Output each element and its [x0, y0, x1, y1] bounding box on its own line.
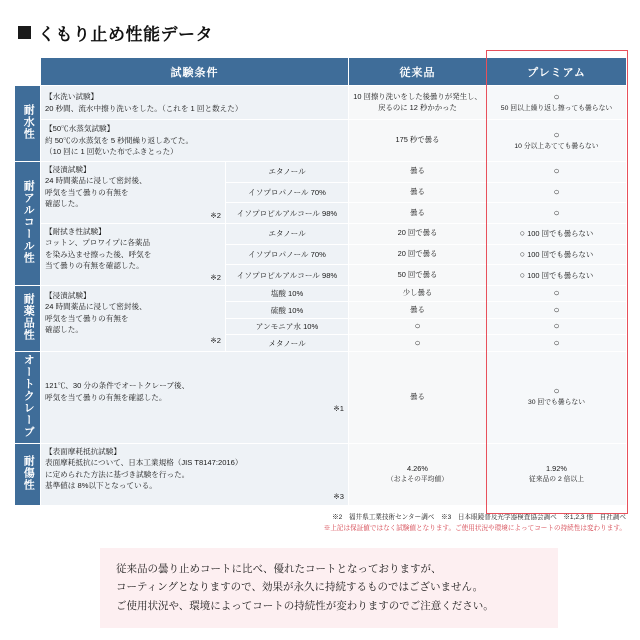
table-row	[15, 285, 627, 302]
substance-label: エタノール	[226, 162, 349, 183]
footnote-sources: ※2 福井県工業技術センター調べ ※3 日本眼鏡普及光学器検査協会調べ ※1,2,3 他 自社調べ	[332, 513, 626, 521]
row-category-scratch: 耐傷性	[15, 443, 41, 505]
premium-value: ○	[487, 318, 627, 335]
row-category-water: 耐水性	[15, 86, 41, 162]
premium-value: ○ 50 回以上繰り返し擦っても曇らない	[487, 86, 627, 120]
header-conditions: 試験条件	[41, 58, 349, 86]
row-category-chemical: 耐薬品性	[15, 285, 41, 351]
table-row	[15, 443, 627, 505]
substance-label: メタノール	[226, 335, 349, 352]
condition-cell: 【50℃水蒸気試験】 約 50℃の水蒸気を 5 秒間繰り返しあてた。 （10 回に 1 回乾いた布でふきとった）	[41, 120, 349, 162]
conventional-value: 曇る	[349, 203, 487, 224]
premium-value: ○ 100 回でも曇らない	[487, 265, 627, 286]
header-premium: プレミアム	[487, 58, 627, 86]
premium-value: ○ 100 回でも曇らない	[487, 244, 627, 265]
table-row	[15, 120, 627, 162]
premium-value: ○	[487, 203, 627, 224]
substance-label: アンモニア水 10%	[226, 318, 349, 335]
premium-value: ○ 100 回でも曇らない	[487, 223, 627, 244]
footnotes	[14, 512, 626, 534]
row-category-autoclave: オートクレーブ	[15, 351, 41, 443]
condition-cell: 【耐拭き性試験】 コットン、プロワイプに各薬品 を染み込ませ擦った後、呼気を 当て曇りの有無を確認した。 ※2	[41, 223, 226, 285]
table-row	[15, 162, 627, 183]
condition-cell: 【浸漬試験】 24 時間薬品に浸して密封後、 呼気を当て曇りの有無を 確認した。 ※2	[41, 285, 226, 351]
header-corner	[15, 58, 41, 86]
condition-cell: 【浸漬試験】 24 時間薬品に浸して密封後、 呼気を当て曇りの有無を 確認した。 ※2	[41, 162, 226, 224]
page-title	[18, 20, 626, 45]
conventional-value: 少し曇る	[349, 285, 487, 302]
condition-cell: 【水洗い試験】 20 秒間、流水中擦り洗いをした。（これを 1 回と数えた）	[41, 86, 349, 120]
bottom-note-line-2: コーティングとなりますので、効果が永久に持続するものではございません。	[116, 581, 484, 594]
substance-label: 塩酸 10%	[226, 285, 349, 302]
premium-value: ○	[487, 162, 627, 183]
table-header-row	[15, 58, 627, 86]
title-bullet-icon	[18, 26, 31, 39]
conventional-value: 4.26% （およその平均値）	[349, 443, 487, 505]
conventional-value: ○	[349, 318, 487, 335]
conventional-value: ○	[349, 335, 487, 352]
conventional-value: 20 回で曇る	[349, 223, 487, 244]
bottom-note	[100, 548, 558, 628]
premium-value: ○	[487, 302, 627, 319]
row-category-alcohol: 耐アルコール性	[15, 162, 41, 286]
premium-value: ○	[487, 285, 627, 302]
substance-label: イソプロピルアルコール 98%	[226, 265, 349, 286]
table-row	[15, 86, 627, 120]
premium-value: ○ 10 分以上あてても曇らない	[487, 120, 627, 162]
substance-label: イソプロパノール 70%	[226, 182, 349, 203]
substance-label: 硫酸 10%	[226, 302, 349, 319]
title-text: くもり止め性能データ	[38, 25, 213, 44]
performance-table	[14, 57, 627, 506]
conventional-value: 曇る	[349, 302, 487, 319]
premium-value: ○	[487, 335, 627, 352]
table-row	[15, 223, 627, 244]
table-row	[15, 351, 627, 443]
conventional-value: 曇る	[349, 162, 487, 183]
condition-cell: 121℃、30 分の条件でオートクレーブ後、 呼気を当て曇りの有無を確認した。 ※1	[41, 351, 349, 443]
premium-value: 1.92% 従来品の 2 倍以上	[487, 443, 627, 505]
premium-value: ○ 30 回でも曇らない	[487, 351, 627, 443]
bottom-note-line-1: 従来品の曇り止めコートに比べ、優れたコートとなっておりますが、	[116, 563, 442, 575]
conventional-value: 175 秒で曇る	[349, 120, 487, 162]
conventional-value: 20 回で曇る	[349, 244, 487, 265]
header-conventional: 従来品	[349, 58, 487, 86]
substance-label: エタノール	[226, 223, 349, 244]
conventional-value: 曇る	[349, 182, 487, 203]
footnote-disclaimer: ※上記は保証値ではなく試験値となります。ご使用状況や環境によってコートの持続性は変わります。	[323, 525, 626, 533]
condition-cell: 【表面摩耗抵抗試験】 表面摩耗抵抗について、日本工業規格（JIS T8147:2016） に定められた方法に基づき試験を行った。 基準値は 8%以下となっている。 ※3	[41, 443, 349, 505]
substance-label: イソプロパノール 70%	[226, 244, 349, 265]
bottom-note-line-3: ご使用状況や、環境によってコートの持続性が変わりますのでご注意ください。	[116, 599, 494, 612]
premium-value: ○	[487, 182, 627, 203]
conventional-value: 50 回で曇る	[349, 265, 487, 286]
substance-label: イソプロピルアルコール 98%	[226, 203, 349, 224]
conventional-value: 10 回擦り洗いをした後曇りが発生し、 戻るのに 12 秒かかった	[349, 86, 487, 120]
conventional-value: 曇る	[349, 351, 487, 443]
